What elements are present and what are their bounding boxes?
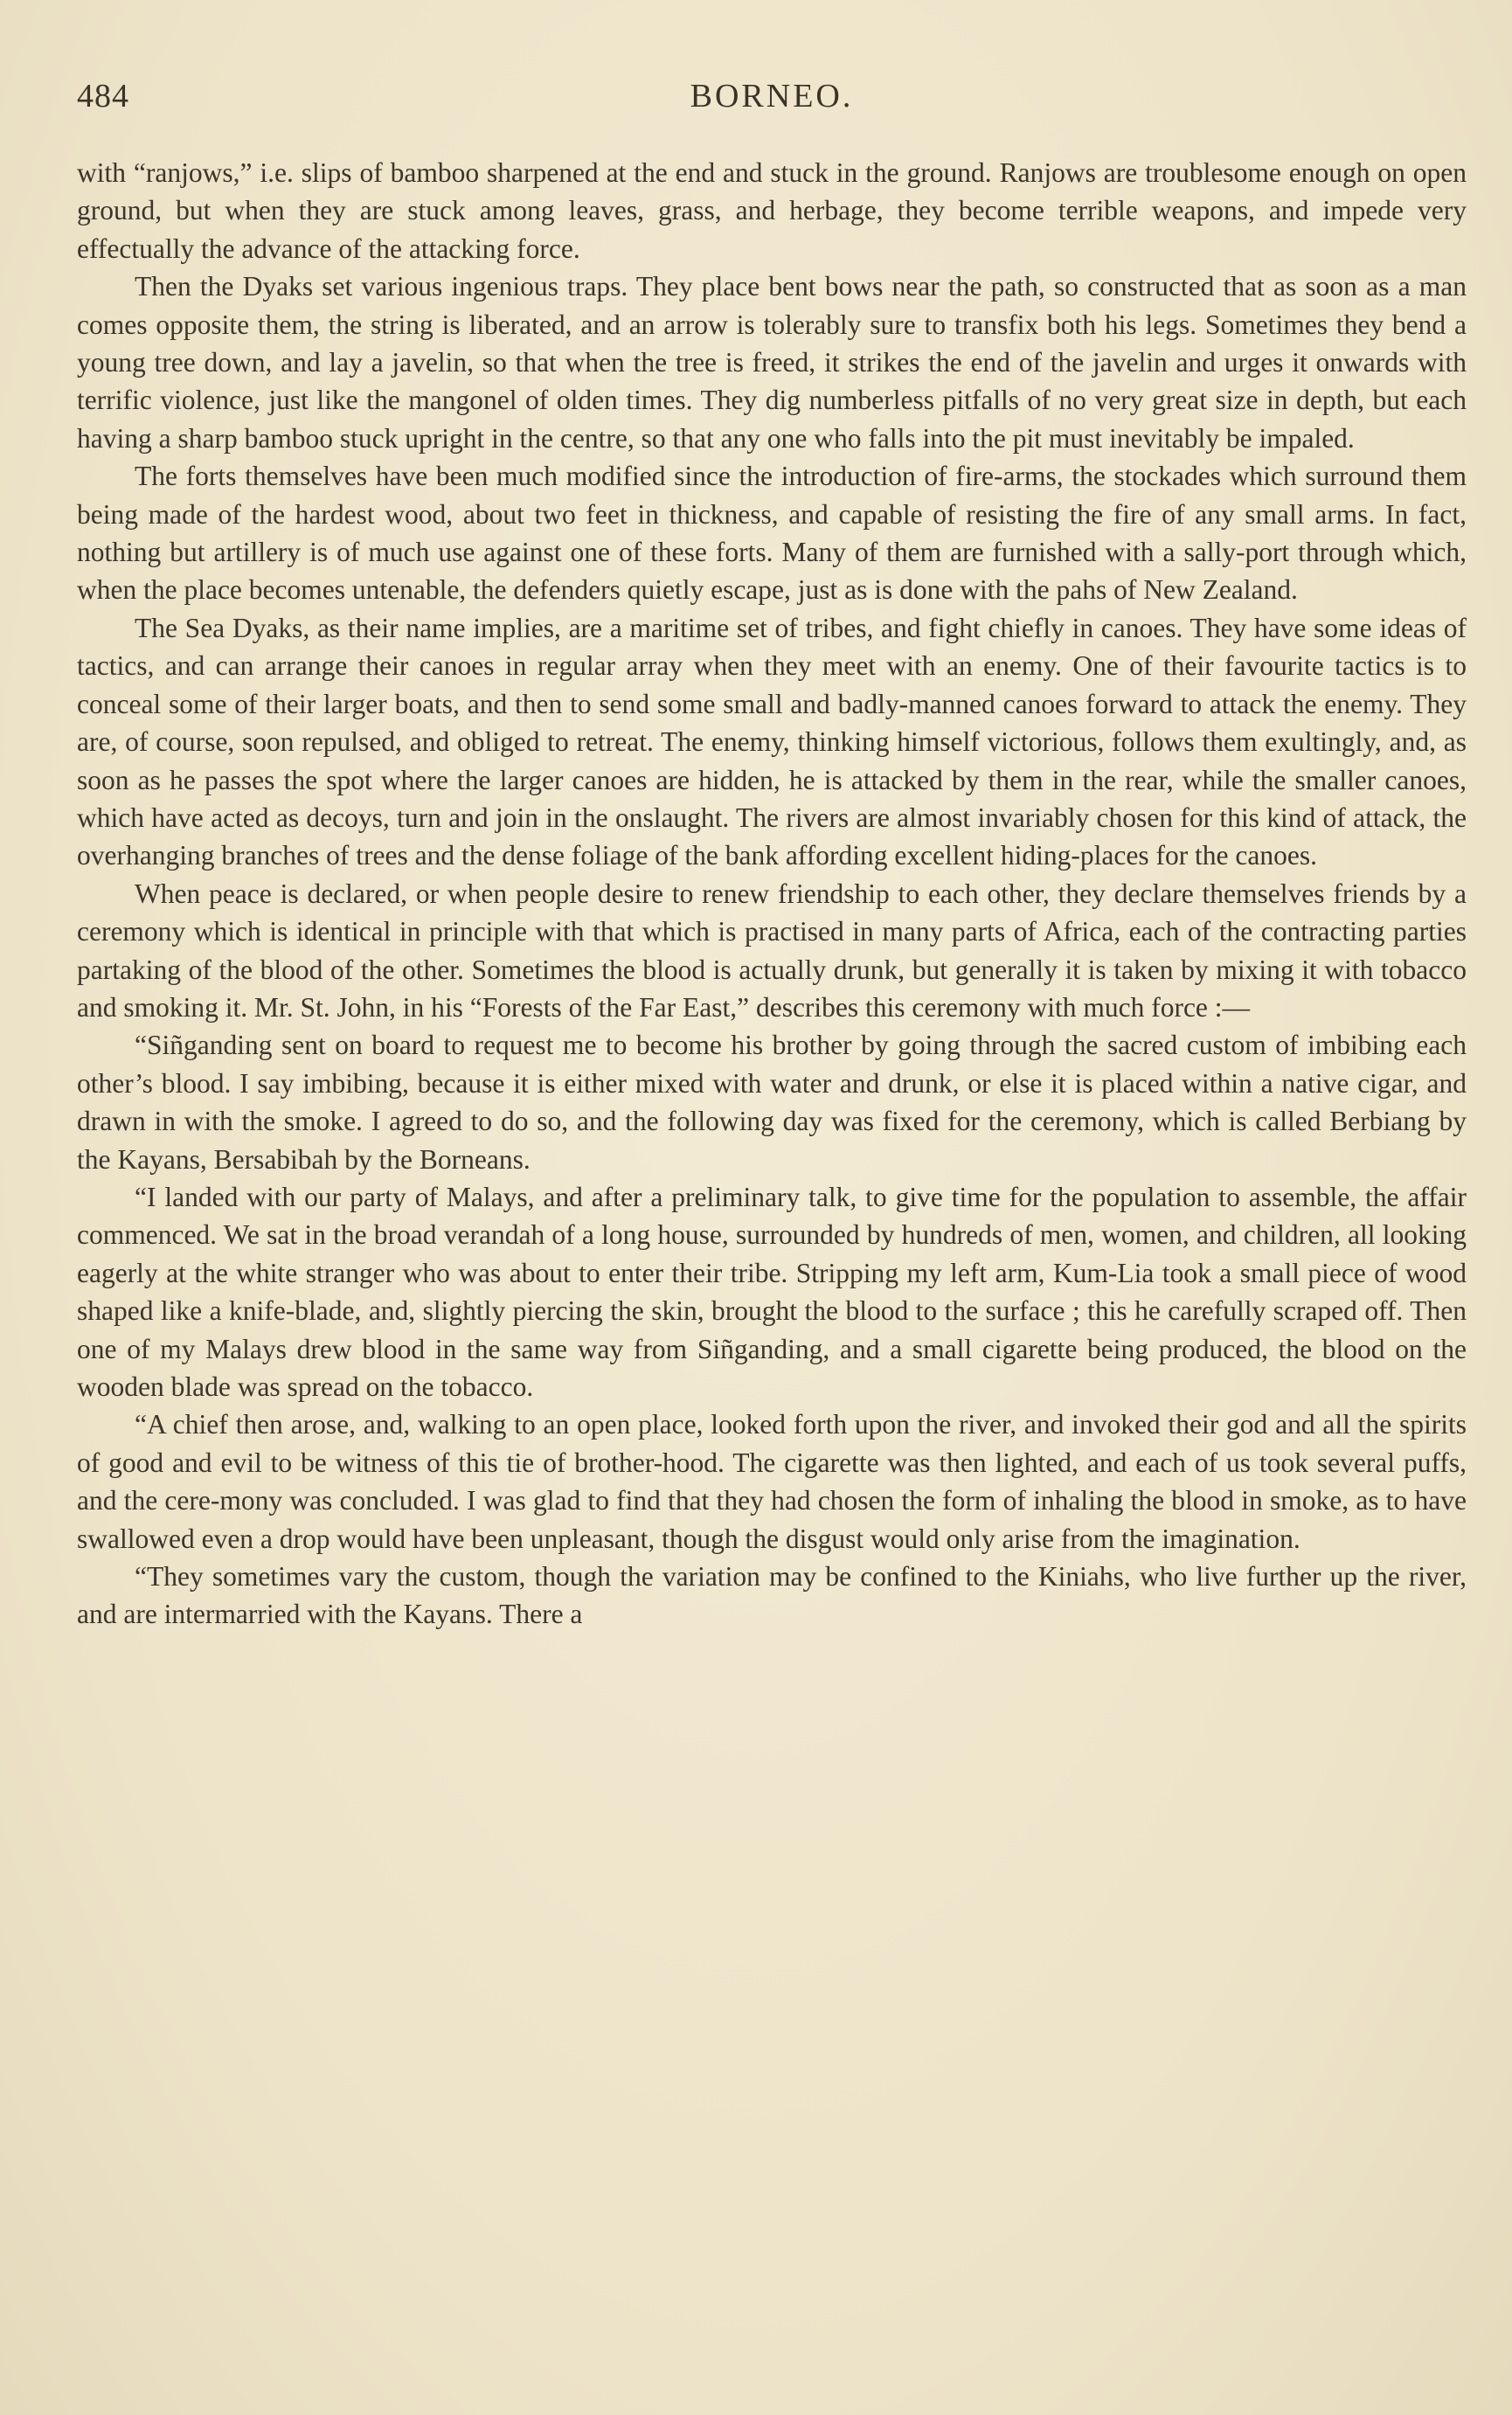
- paragraph-quote-chief: “A chief then arose, and, walking to an open place, looked forth upon the river, and invoked their god and all the spirits of good and evil to be witness of this tie of brother-hood. The cigarette was then lighted, and each of us took several puffs, and the cere-mony was concluded. I was glad to find that they had chosen the form of inhaling the blood in smoke, as to have swallowed even a drop would have been unpleasant, though the disgust would only arise from the imagination.: [77, 1409, 1467, 1554]
- paragraph-ranjows: with “ranjows,” i.e. slips of bamboo sharpened at the end and stuck in the ground. Ranjows are troublesome enough on open ground, but when they are stuck among leaves, grass, and herbage, they become terrible weapons, and impede very effectually the advance of the attacking force.: [77, 157, 1467, 264]
- paragraph-traps: Then the Dyaks set various ingenious traps. They place bent bows near the path, so constructed that as soon as a man comes opposite them, the string is liberated, and an arrow is tolerably sure to transfix both his legs. Sometimes they bend a young tree down, and lay a javelin, so that when the tree is freed, it strikes the end of the javelin and urges it onwards with terrific violence, just like the mangonel of olden times. They dig numberless pitfalls of no very great size in depth, but each having a sharp bamboo stuck upright in the centre, so that any one who falls into the pit must inevitably be impaled.: [77, 271, 1467, 454]
- paragraph-quote-singanding: “Siñganding sent on board to request me to become his brother by going through the sacred custom of imbibing each other’s blood. I say imbibing, because it is either mixed with water and drunk, or else it is placed within a native cigar, and drawn in with the smoke. I agreed to do so, and the following day was fixed for the ceremony, which is called Berbiang by the Kayans, Bersabibah by the Borneans.: [77, 1030, 1467, 1175]
- page-header: [77, 77, 1467, 122]
- paragraph-peace-ceremony: When peace is declared, or when people desire to renew friendship to each other, they declare themselves friends by a ceremony which is identical in principle with that which is practised in many parts of Africa, each of the contracting parties partaking of the blood of the other. Sometimes the blood is actually drunk, but generally it is taken by mixing it with tobacco and smoking it. Mr. St. John, in his “Forests of the Far East,” describes this ceremony with much force :—: [77, 878, 1467, 1023]
- page-number: 484: [77, 78, 129, 115]
- paragraph-sea-dyaks: The Sea Dyaks, as their name implies, are a maritime set of tribes, and fight chiefly in canoes. They have some ideas of tactics, and can arrange their canoes in regular array when they meet with an enemy. One of their favourite tactics is to conceal some of their larger boats, and then to send some small and badly-manned canoes forward to attack the enemy. They are, of course, soon repulsed, and obliged to retreat. The enemy, thinking himself victorious, follows them exultingly, and, as soon as he passes the spot where the larger canoes are hidden, he is attacked by them in the rear, while the smaller canoes, which have acted as decoys, turn and join in the onslaught. The rivers are almost invariably chosen for this kind of attack, the overhanging branches of trees and the dense foliage of the bank affording excellent hiding-places for the canoes.: [77, 612, 1467, 871]
- paragraph-forts: The forts themselves have been much modified since the introduction of fire-arms, the stockades which surround them being made of the hardest wood, about two feet in thickness, and capable of resisting the fire of any small arms. In fact, nothing but artillery is of much use against one of these forts. Many of them are furnished with a sally-port through which, when the place becomes untenable, the defenders quietly escape, just as is done with the pahs of New Zealand.: [77, 461, 1467, 606]
- paragraph-quote-landed: “I landed with our party of Malays, and after a preliminary talk, to give time for the population to assemble, the affair commenced. We sat in the broad verandah of a long house, surrounded by hundreds of men, women, and children, all looking eagerly at the white stranger who was about to enter their tribe. Stripping my left arm, Kum-Lia took a small piece of wood shaped like a knife-blade, and, slightly piercing the skin, brought the blood to the surface ; this he carefully scraped off. Then one of my Malays drew blood in the same way from Siñganding, and a small cigarette being produced, the blood on the wooden blade was spread on the tobacco.: [77, 1181, 1467, 1402]
- running-head: BORNEO.: [690, 78, 854, 115]
- body-text: [77, 154, 1467, 1634]
- paragraph-quote-vary: “They sometimes vary the custom, though the variation may be confined to the Kiniahs, who live further up the river, and are intermarried with the Kayans. There a: [77, 1561, 1467, 1630]
